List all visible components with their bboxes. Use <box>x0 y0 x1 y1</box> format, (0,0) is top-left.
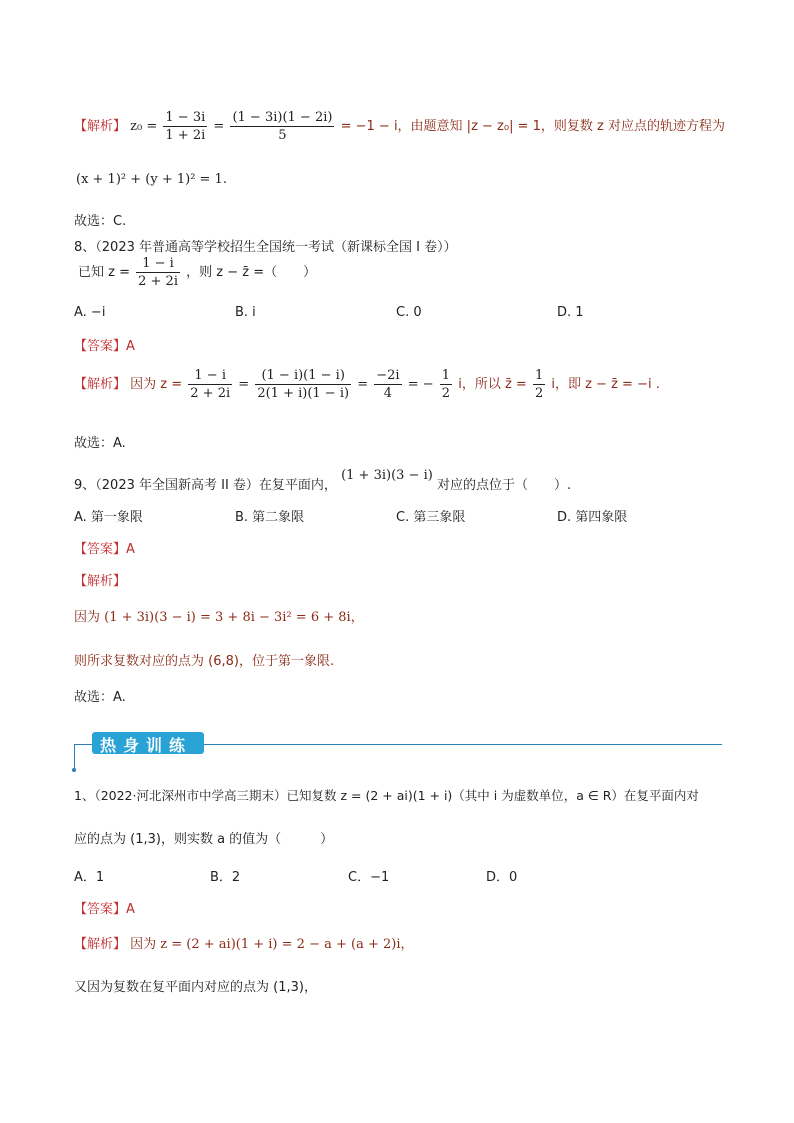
jiexi-label: 【解析】 <box>74 119 127 134</box>
section-banner-title: 热身训练 <box>100 736 193 755</box>
q9-title: 9、（2023 年全国新高考 II 卷）在复平面内， (1 + 3i)(3 − i) 对应的点位于（ ）. <box>74 468 572 493</box>
q9-option-a: A. 第一象限 <box>74 510 143 525</box>
q7-solution-line2: (x + 1)² + (y + 1)² = 1. <box>76 172 227 187</box>
q9-answer: 【答案】A <box>74 542 135 557</box>
q7-fraction-2: $\frac{(1 - 3i)(1 - 2i)}{5}$ <box>232 110 333 143</box>
q7-solution-text: = −1 − i，由题意知 |z − z₀| = 1，则复数 z 对应点的轨迹方程为 <box>340 119 725 134</box>
w1-stem-line1: 1、（2022·河北深州市中学高三期末）已知复数 z = (2 + ai)(1 + i)（其中 i 为虚数单位，a ∈ R）在复平面内对 <box>74 788 699 803</box>
jiexi-label: 【解析】 <box>74 377 127 392</box>
section-banner-dot <box>72 768 76 772</box>
q8-option-d: D. 1 <box>557 305 584 320</box>
w1-option-c: C．−1 <box>348 870 390 885</box>
w1-option-b: B．2 <box>210 870 241 885</box>
w1-option-a: A．1 <box>74 870 105 885</box>
q8-title: 8、（2023 年普通高等学校招生全国统一考试（新课标全国 I 卷）） <box>74 240 457 255</box>
q9-solution-line1: 因为 (1 + 3i)(3 − i) = 3 + 8i − 3i² = 6 + 8i， <box>74 610 364 625</box>
q9-option-d: D. 第四象限 <box>557 510 628 525</box>
q8-stem: 已知 z = $\frac{1 - i}{2 + 2i}$ ，则 z − z̄ =（ ） <box>78 256 317 289</box>
w1-solution-line1: 【解析】 因为 z = (2 + ai)(1 + i) = 2 − a + (a + 2)i， <box>74 937 414 952</box>
q7-choice: 故选：C. <box>74 214 127 229</box>
q9-solution-line2: 则所求复数对应的点为 (6,8)，位于第一象限. <box>74 654 335 669</box>
q8-answer: 【答案】A <box>74 339 135 354</box>
jiexi-label: 【解析】 <box>74 937 127 952</box>
w1-solution-line2: 又因为复数在复平面内对应的点为 (1,3)， <box>74 980 317 995</box>
q8-stem-fraction: $\frac{1 - i}{2 + 2i}$ <box>138 256 178 289</box>
q9-option-c: C. 第三象限 <box>396 510 466 525</box>
q8-option-a: A. −i <box>74 305 106 320</box>
q8-solution: 【解析】 因为 z = $\frac{1 - i}{2 + 2i}$ = $\frac{(1 - i)(1 - i)}{2(1 + i)(1 - i)}$ = $\frac{-2i}{4}$ = − $\frac{1}{2}$ i，所以 z̄ = $\frac{1}{2}$ i，即 z − z̄ = −i . <box>74 368 660 401</box>
w1-option-d: D．0 <box>486 870 518 885</box>
q9-choice: 故选：A. <box>74 690 126 705</box>
q9-option-b: B. 第二象限 <box>235 510 305 525</box>
q8-option-b: B. i <box>235 305 256 320</box>
w1-stem-line2: 应的点为 (1,3)，则实数 a 的值为（ ） <box>74 832 334 847</box>
q7-z0-label: z₀ = <box>130 119 158 134</box>
q9-jiexi-label: 【解析】 <box>74 574 127 589</box>
q7-solution-line1: 【解析】 z₀ = $\frac{1 - 3i}{1 + 2i}$ = $\frac{(1 - 3i)(1 - 2i)}{5}$ = −1 − i，由题意知 |z − z₀| = 1，则复数 z 对应点的轨迹方程为 <box>74 110 725 143</box>
section-banner-tick <box>74 744 75 770</box>
q7-fraction-1: $\frac{1 - 3i}{1 + 2i}$ <box>165 110 206 143</box>
q8-option-c: C. 0 <box>396 305 422 320</box>
w1-answer: 【答案】A <box>74 902 135 917</box>
q8-choice: 故选：A. <box>74 436 126 451</box>
